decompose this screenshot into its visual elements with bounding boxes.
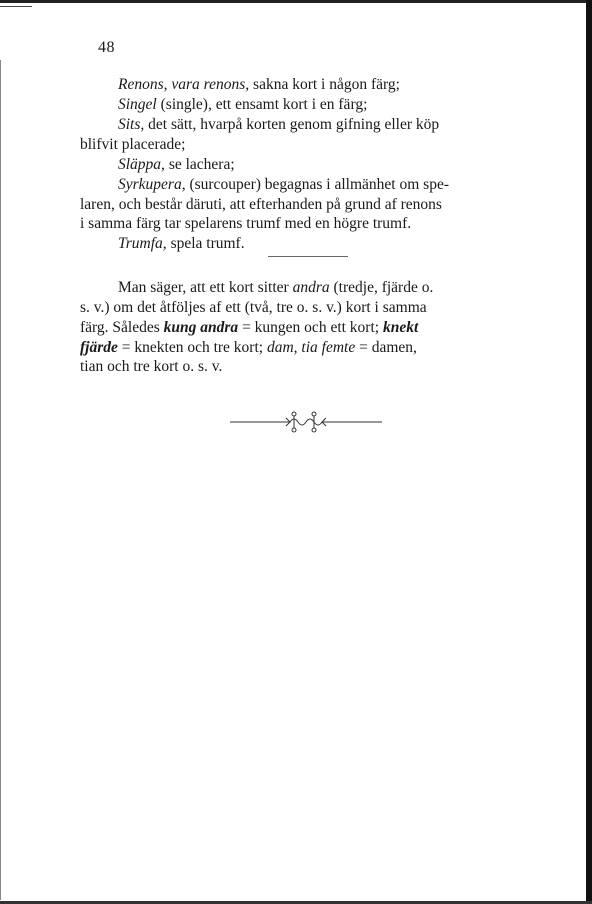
glossary-term: Syrkupera, [118, 176, 186, 193]
scan-edge-right [586, 0, 592, 904]
glossary-term: Singel [118, 96, 157, 113]
glossary-definition: (single), ett ensamt kort i en färg; [156, 96, 368, 113]
paragraph-text: Man säger, att ett kort sitter [118, 279, 293, 296]
scan-edge-left [0, 60, 1, 900]
paragraph-term: fjärde [80, 339, 118, 356]
paragraph-line: s. v.) om det åtföljes af ett (två, tre o. s. v.) kort i samma [80, 299, 427, 316]
glossary-definition: (surcouper) begagnas i allmänhet om spe- [185, 176, 449, 193]
paragraph-line [80, 318, 418, 338]
paragraph-term: knekt [382, 319, 419, 336]
glossary-continuation: blifvit placerade; [80, 136, 186, 153]
glossary-term: Släppa, [118, 156, 165, 173]
glossary-definition: se lachera; [164, 156, 235, 173]
glossary-entry-slappa [118, 155, 235, 175]
paragraph-term: andra [292, 279, 330, 296]
glossary-definition: det sätt, hvarpå korten genom gifning eller köp [144, 116, 440, 133]
scan-edge-top [0, 0, 592, 3]
glossary-entry-sits [118, 115, 439, 135]
paragraph-line [118, 278, 433, 298]
glossary-entry-renons [118, 75, 400, 95]
section-divider [268, 256, 348, 257]
paragraph-text: = damen, [355, 339, 417, 356]
paragraph-text: färg. Således [80, 319, 164, 336]
glossary-term: Renons, vara renons, [118, 76, 250, 93]
paragraph-text: (tredje, fjärde o. [329, 279, 434, 296]
paragraph-text: = knekten och tre kort; [117, 339, 267, 356]
glossary-continuation: laren, och består däruti, att efterhanden på grund af renons [80, 196, 442, 213]
glossary-definition: sakna kort i någon färg; [249, 76, 400, 93]
paragraph-term: dam, tia femte [266, 339, 356, 356]
glossary-continuation: i samma färg tar spelarens trumf med en högre trumf. [80, 215, 412, 232]
paragraph-text: = kungen och ett kort; [238, 319, 383, 336]
glossary-definition: spela trumf. [166, 235, 245, 252]
glossary-entry-syrkupera [118, 175, 449, 195]
scan-corner-mark [0, 0, 32, 7]
paragraph-line [80, 338, 417, 358]
paragraph-term: kung andra [163, 319, 239, 336]
glossary-entry-singel [118, 95, 367, 115]
glossary-term: Sits, [118, 116, 145, 133]
decorative-ornament-icon [230, 408, 382, 436]
glossary-term: Trumfa, [118, 235, 167, 252]
paragraph-line: tian och tre kort o. s. v. [80, 358, 223, 375]
glossary-entry-trumfa [118, 234, 245, 254]
page-number: 48 [98, 39, 115, 56]
